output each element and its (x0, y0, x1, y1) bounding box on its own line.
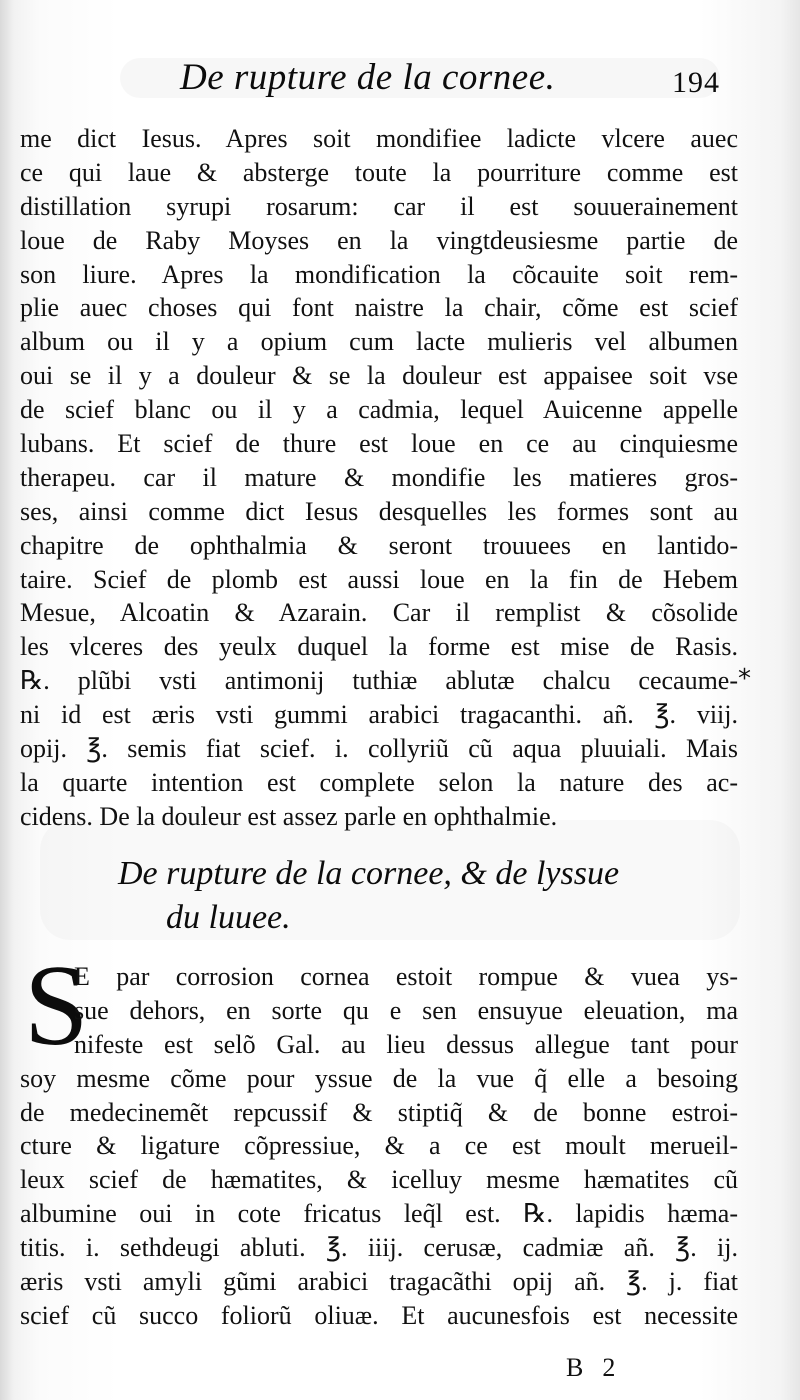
text-line: nifeste est selõ Gal. au lieu dessus allegue tant pour (74, 1029, 738, 1059)
running-head: De rupture de la cornee. (180, 57, 556, 98)
page-number: 194 (672, 66, 720, 99)
section-heading-line: De rupture de la cornee, & de lyssue (118, 855, 620, 892)
drop-cap-initial: S (24, 942, 89, 1070)
text-line: titis. i. sethdeugi abluti. ℥. iiij. cerusæ, cadmiæ añ. ℥. ij. (20, 1233, 738, 1263)
signature-mark: B 2 (566, 1353, 618, 1382)
text-line: taire. Scief de plomb est aussi loue en la fin de Hebem (20, 564, 738, 594)
text-line: leux scief de hæmatites, & icelluy mesme hæmatites cũ (20, 1165, 738, 1195)
text-line: ses, ainsi comme dict Iesus desquelles les formes sont au (20, 496, 738, 526)
text-line: cture & ligature cõpressiue, & a ce est moult merueil- (20, 1131, 738, 1161)
section-paragraph (20, 960, 738, 1333)
text-line: de scief blanc ou il y a cadmia, lequel Auicenne appelle (20, 395, 738, 425)
text-line: scief cũ succo foliorũ oliuæ. Et aucunesfois est necessite (20, 1300, 738, 1330)
text-line: lubans. Et scief de thure est loue en ce au cinquiesme (20, 429, 738, 459)
text-line: son liure. Apres la mondification la cõcauite soit rem- (20, 259, 738, 289)
section-heading-line: du luuee. (166, 899, 291, 936)
text-line: Mesue, Alcoatin & Azarain. Car il remplist & cõsolide (20, 598, 738, 628)
text-line: ni id est æris vsti gummi arabici tragacanthi. añ. ℥. viij. (20, 700, 738, 730)
text-line: E par corrosion cornea estoit rompue & vuea ys- (74, 962, 738, 991)
text-line: oui se il y a douleur & se la douleur est appaisee soit vse (20, 361, 738, 391)
text-line: ce qui laue & absterge toute la pourriture comme est (20, 157, 738, 187)
body-paragraph (20, 122, 738, 834)
text-line: album ou il y a opium cum lacte mulieris vel albumen (20, 327, 738, 357)
text-line: la quarte intention est complete selon la nature des ac- (20, 767, 738, 797)
text-line: albumine oui in cote fricatus leq̃l est. ℞. lapidis hæma- (20, 1199, 738, 1229)
text-line: ℞. plũbi vsti antimonij tuthiæ ablutæ chalcu cecaume- (20, 666, 738, 696)
text-line: æris vsti amyli gũmi arabici tragacãthi opij añ. ℥. j. fiat (20, 1267, 738, 1297)
text-line: me dict Iesus. Apres soit mondifiee ladicte vlcere auec (20, 124, 738, 153)
text-line: opij. ℥. semis fiat scief. i. collyriũ cũ aqua pluuiali. Mais (20, 734, 738, 764)
section-heading (118, 852, 738, 940)
text-line: soy mesme cõme pour yssue de la vue q̃ elle a besoing (20, 1063, 738, 1093)
text-line: distillation syrupi rosarum: car il est souuerainement (20, 191, 738, 221)
margin-asterisk: * (738, 664, 751, 694)
text-line: cidens. De la douleur est assez parle en ophthalmie. (20, 801, 558, 831)
text-line: therapeu. car il mature & mondifie les matieres gros- (20, 462, 738, 492)
text-line: de medecinemẽt repcussif & stiptiq̃ & de bonne estroi- (20, 1097, 738, 1127)
text-line: plie auec choses qui font naistre la chair, cõme est scief (20, 293, 738, 323)
text-line: sue dehors, en sorte qu e sen ensuyue eleuation, ma (74, 995, 738, 1025)
text-line: chapitre de ophthalmia & seront trouuees en lantido- (20, 530, 738, 560)
text-line: loue de Raby Moyses en la vingtdeusiesme partie de (20, 225, 738, 255)
text-line: les vlceres des yeulx duquel la forme est mise de Rasis. (20, 632, 738, 662)
